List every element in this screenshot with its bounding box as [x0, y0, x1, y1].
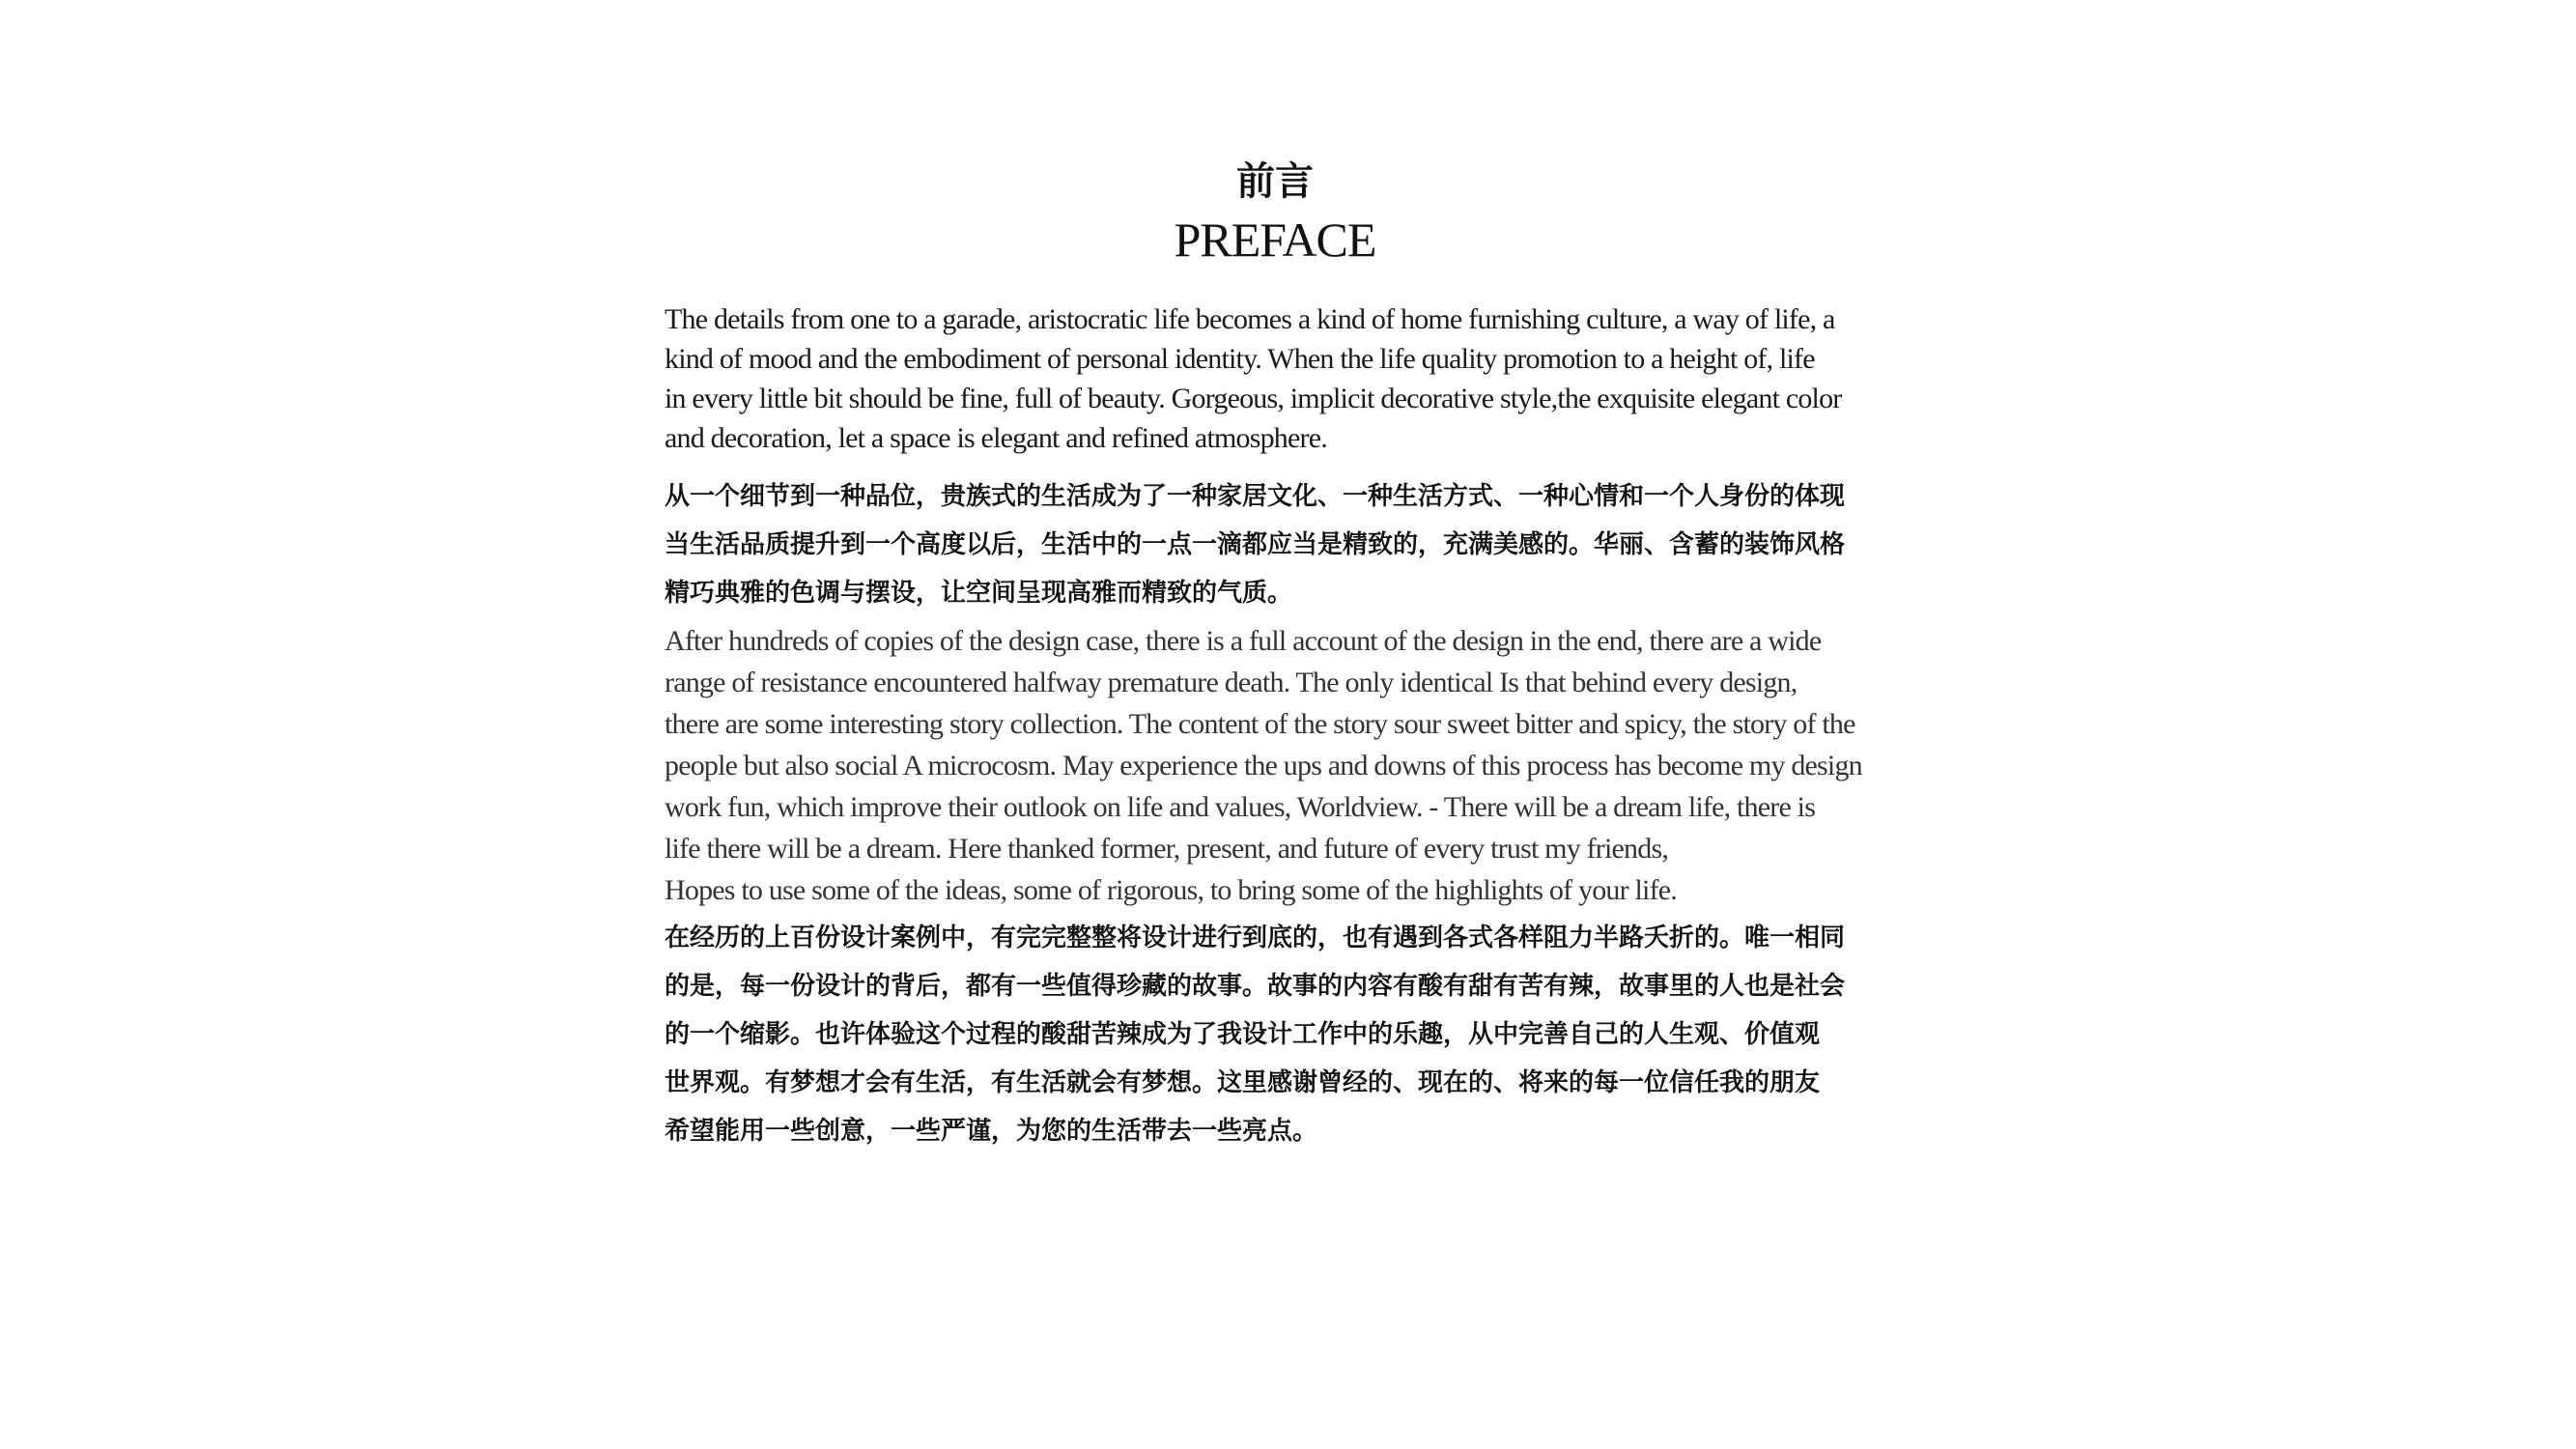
- paragraph-line: 从一个细节到一种品位，贵族式的生活成为了一种家居文化、一种生活方式、一种心情和一个人身份的体现: [665, 482, 1846, 511]
- chinese-intro-paragraph: [665, 472, 1978, 617]
- paragraph-line: there are some interesting story collection. The content of the story sour sweet bitter and spicy, the story of the: [665, 708, 1855, 740]
- paragraph-line: life there will be a dream. Here thanked former, present, and future of every trust my friends,: [665, 833, 1669, 865]
- paragraph-line: The details from one to a garade, aristocratic life becomes a kind of home furnishing culture, a way of life, a: [665, 303, 1835, 335]
- page-title-chinese: 前言: [1236, 159, 1314, 204]
- paragraph-line: work fun, which improve their outlook on life and values, Worldview. - There will be a dream life, there is: [665, 791, 1816, 823]
- chinese-story-paragraph: [665, 914, 1978, 1155]
- page-title-english: PREFACE: [1174, 213, 1376, 267]
- paragraph-line: Hopes to use some of the ideas, some of rigorous, to bring some of the highlights of your life.: [665, 874, 1677, 906]
- paragraph-line: 的是，每一份设计的背后，都有一些值得珍藏的故事。故事的内容有酸有甜有苦有辣，故事里的人也是社会: [665, 972, 1846, 1001]
- paragraph-line: range of resistance encountered halfway premature death. The only identical Is that behind every design,: [665, 667, 1798, 698]
- paragraph-line: people but also social A microcosm. May experience the ups and downs of this process has become my design: [665, 750, 1862, 781]
- paragraph-line: and decoration, let a space is elegant and refined atmosphere.: [665, 422, 1327, 454]
- paragraph-line: kind of mood and the embodiment of personal identity. When the life quality promotion to a height of, life: [665, 343, 1815, 375]
- paragraph-line: 世界观。有梦想才会有生活，有生活就会有梦想。这里感谢曾经的、现在的、将来的每一位信任我的朋友: [665, 1068, 1821, 1097]
- english-story-paragraph: [665, 620, 1978, 911]
- paragraph-line: 的一个缩影。也许体验这个过程的酸甜苦辣成为了我设计工作中的乐趣，从中完善自己的人生观、价值观: [665, 1020, 1821, 1049]
- paragraph-line: 当生活品质提升到一个高度以后，生活中的一点一滴都应当是精致的，充满美感的。华丽、含蓄的装饰风格: [665, 530, 1846, 559]
- paragraph-line: 精巧典雅的色调与摆设，让空间呈现高雅而精致的气质。: [665, 579, 1293, 608]
- english-intro-paragraph: [665, 299, 1978, 458]
- paragraph-line: 希望能用一些创意，一些严谨，为您的生活带去一些亮点。: [665, 1117, 1318, 1146]
- paragraph-line: 在经历的上百份设计案例中，有完完整整将设计进行到底的，也有遇到各式各样阻力半路夭折的。唯一相同: [665, 923, 1846, 952]
- paragraph-line: in every little bit should be fine, full of beauty. Gorgeous, implicit decorative style,the exquisite elegant color: [665, 383, 1842, 414]
- paragraph-line: After hundreds of copies of the design case, there is a full account of the design in the end, there are a wide: [665, 625, 1822, 657]
